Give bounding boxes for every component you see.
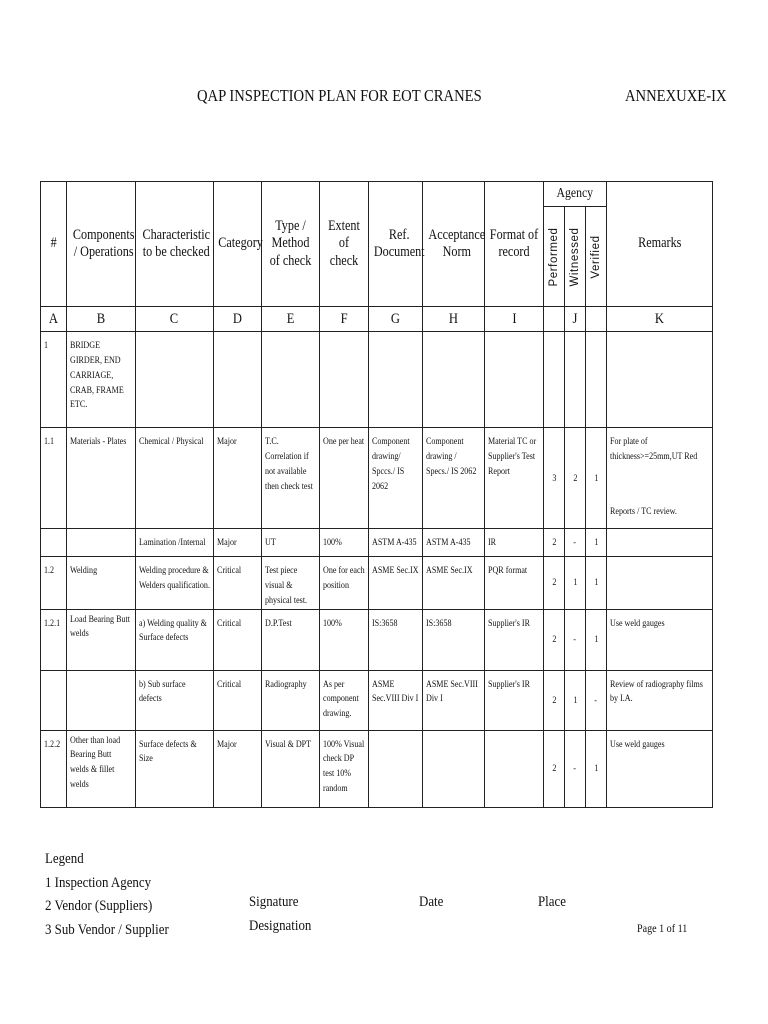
cell-witnessed: 1 xyxy=(565,670,586,730)
cell-category: Major xyxy=(214,529,262,557)
cell-category: Major xyxy=(214,428,262,529)
legend-item-3: 3 Sub Vendor / Supplier xyxy=(45,921,169,938)
cell-performed xyxy=(544,332,565,428)
cell-num: 1.2.2 xyxy=(41,730,67,807)
letter-a: A xyxy=(41,307,67,332)
letter-b: B xyxy=(67,307,136,332)
cell-verified: 1 xyxy=(586,529,607,557)
cell-extent: 100% xyxy=(320,529,369,557)
legend-item-2: 2 Vendor (Suppliers) xyxy=(45,898,153,914)
cell-format: Supplier's IR xyxy=(485,609,544,670)
cell-verified: 1 xyxy=(586,730,607,807)
table-row xyxy=(41,332,713,428)
cell-format xyxy=(485,332,544,428)
cell-num xyxy=(41,529,67,557)
cell-acceptance: ASME Sec.IX xyxy=(423,557,485,610)
cell-remarks-note: Reports / TC review. xyxy=(610,506,677,518)
cell-remarks: Review of radiography films by I.A. xyxy=(607,670,713,730)
cell-category: Critical xyxy=(214,670,262,730)
cell-performed: 3 xyxy=(544,428,565,529)
col-header-components: Components / Operations xyxy=(67,182,136,307)
cell-characteristic: Welding procedure & Welders qualification. xyxy=(136,557,214,610)
cell-characteristic: Surface defects & Size xyxy=(136,730,214,807)
annexure-label: ANNEXUXE-IX xyxy=(625,86,727,105)
cell-format xyxy=(485,730,544,807)
cell-extent: As per component drawing. xyxy=(320,670,369,730)
cell-extent: One per heat xyxy=(320,428,369,529)
cell-ref xyxy=(369,332,423,428)
cell-category: Major xyxy=(214,730,262,807)
cell-type: Radiography xyxy=(262,670,320,730)
col-header-format: Format of record xyxy=(485,182,544,307)
cell-witnessed: 1 xyxy=(565,557,586,610)
col-header-type: Type / Method of check xyxy=(262,182,320,307)
cell-type: Test piece visual & physical test. xyxy=(262,557,320,610)
cell-witnessed xyxy=(565,332,586,428)
cell-extent: 100% Visual check DP test 10% random xyxy=(320,730,369,807)
legend xyxy=(45,848,189,942)
table-row xyxy=(41,609,713,670)
cell-type: Visual & DPT xyxy=(262,730,320,807)
document-title: QAP INSPECTION PLAN FOR EOT CRANES xyxy=(197,86,482,105)
cell-ref xyxy=(369,730,423,807)
cell-acceptance: ASME Sec.VIII Div I xyxy=(423,670,485,730)
cell-verified: 1 xyxy=(586,609,607,670)
cell-category: Critical xyxy=(214,557,262,610)
col-header-characteristic: Characteristic to be checked xyxy=(136,182,214,307)
cell-witnessed: - xyxy=(565,609,586,670)
col-header-witnessed: Witnessed xyxy=(565,207,586,307)
cell-ref: ASME Sec.VIII Div I xyxy=(369,670,423,730)
col-header-verified: Verified xyxy=(586,207,607,307)
cell-witnessed: 2 xyxy=(565,428,586,529)
cell-ref: IS:3658 xyxy=(369,609,423,670)
cell-remarks xyxy=(607,332,713,428)
place-label: Place xyxy=(538,894,566,910)
cell-type: T.C. Correlation if not available then check test xyxy=(262,428,320,529)
cell-characteristic: b) Sub surface defects xyxy=(136,670,214,730)
letter-c: C xyxy=(136,307,214,332)
cell-characteristic: a) Welding quality & Surface defects xyxy=(136,609,214,670)
cell-component: Other than load Bearing Butt welds & fillet welds xyxy=(67,730,136,807)
table-row xyxy=(41,428,713,529)
cell-type: D.P.Test xyxy=(262,609,320,670)
cell-ref: Component drawing/ Spccs./ IS 2062 xyxy=(369,428,423,529)
cell-extent: One for each position xyxy=(320,557,369,610)
cell-acceptance: ASTM A-435 xyxy=(423,529,485,557)
inspection-plan-table xyxy=(40,181,713,808)
legend-title: Legend xyxy=(45,851,84,867)
cell-remarks: For plate of thickness>=25mm,UT Red Reports / TC review. xyxy=(607,428,713,529)
cell-performed: 2 xyxy=(544,529,565,557)
table-row xyxy=(41,529,713,557)
cell-type: UT xyxy=(262,529,320,557)
cell-remarks xyxy=(607,529,713,557)
cell-category: Critical xyxy=(214,609,262,670)
col-header-extent: Extent of check xyxy=(320,182,369,307)
cell-component: Welding xyxy=(67,557,136,610)
letter-k: K xyxy=(607,307,713,332)
col-header-num: # xyxy=(41,182,67,307)
cell-format: PQR format xyxy=(485,557,544,610)
letter-i: I xyxy=(485,307,544,332)
cell-ref: ASME Sec.IX xyxy=(369,557,423,610)
cell-characteristic xyxy=(136,332,214,428)
letter-e: E xyxy=(262,307,320,332)
cell-num: 1.2.1 xyxy=(41,609,67,670)
cell-performed: 2 xyxy=(544,730,565,807)
signature-label: Signature xyxy=(249,894,299,910)
table-row xyxy=(41,730,713,807)
cell-characteristic: Lamination /Internal xyxy=(136,529,214,557)
cell-component xyxy=(67,670,136,730)
cell-performed: 2 xyxy=(544,670,565,730)
cell-component xyxy=(67,529,136,557)
letter-d: D xyxy=(214,307,262,332)
designation-label: Designation xyxy=(249,918,312,934)
cell-component: Load Bearing Butt welds xyxy=(67,609,136,670)
cell-format: IR xyxy=(485,529,544,557)
col-header-performed: Performed xyxy=(544,207,565,307)
cell-num: 1 xyxy=(41,332,67,428)
cell-remarks: Use weld gauges xyxy=(607,730,713,807)
cell-acceptance: IS:3658 xyxy=(423,609,485,670)
cell-performed: 2 xyxy=(544,609,565,670)
cell-category xyxy=(214,332,262,428)
cell-extent xyxy=(320,332,369,428)
letter-blank-2 xyxy=(586,307,607,332)
letter-f: F xyxy=(320,307,369,332)
cell-ref: ASTM A-435 xyxy=(369,529,423,557)
cell-format: Supplier's IR xyxy=(485,670,544,730)
col-header-remarks: Remarks xyxy=(607,182,713,307)
cell-witnessed: - xyxy=(565,529,586,557)
col-header-ref: Ref. Document xyxy=(369,182,423,307)
cell-num: 1.1 xyxy=(41,428,67,529)
cell-num: 1.2 xyxy=(41,557,67,610)
cell-verified xyxy=(586,332,607,428)
page-number: Page 1 of 11 xyxy=(637,921,688,935)
letter-blank-1 xyxy=(544,307,565,332)
col-header-category: Category xyxy=(214,182,262,307)
cell-format: Material TC or Supplier's Test Report xyxy=(485,428,544,529)
cell-extent: 100% xyxy=(320,609,369,670)
cell-remarks xyxy=(607,557,713,610)
cell-acceptance xyxy=(423,332,485,428)
cell-type xyxy=(262,332,320,428)
table-row xyxy=(41,557,713,610)
cell-verified: - xyxy=(586,670,607,730)
cell-remarks: Use weld gauges xyxy=(607,609,713,670)
cell-num xyxy=(41,670,67,730)
letter-h: H xyxy=(423,307,485,332)
header-row-1 xyxy=(41,182,713,207)
column-letter-row xyxy=(41,307,713,332)
cell-witnessed: - xyxy=(565,730,586,807)
cell-acceptance: Component drawing / Specs./ IS 2062 xyxy=(423,428,485,529)
cell-acceptance xyxy=(423,730,485,807)
cell-component: Materials - Plates xyxy=(67,428,136,529)
table-row xyxy=(41,670,713,730)
cell-component: BRIDGE GIRDER, END CARRIAGE, CRAB, FRAME ETC. xyxy=(67,332,136,428)
col-header-agency: Agency xyxy=(544,182,607,207)
cell-verified: 1 xyxy=(586,428,607,529)
letter-g: G xyxy=(369,307,423,332)
cell-characteristic: Chemical / Physical xyxy=(136,428,214,529)
date-label: Date xyxy=(419,894,444,910)
cell-verified: 1 xyxy=(586,557,607,610)
letter-j: J xyxy=(565,307,586,332)
cell-performed: 2 xyxy=(544,557,565,610)
legend-item-1: 1 Inspection Agency xyxy=(45,874,152,891)
col-header-acceptance: Acceptance Norm xyxy=(423,182,485,307)
